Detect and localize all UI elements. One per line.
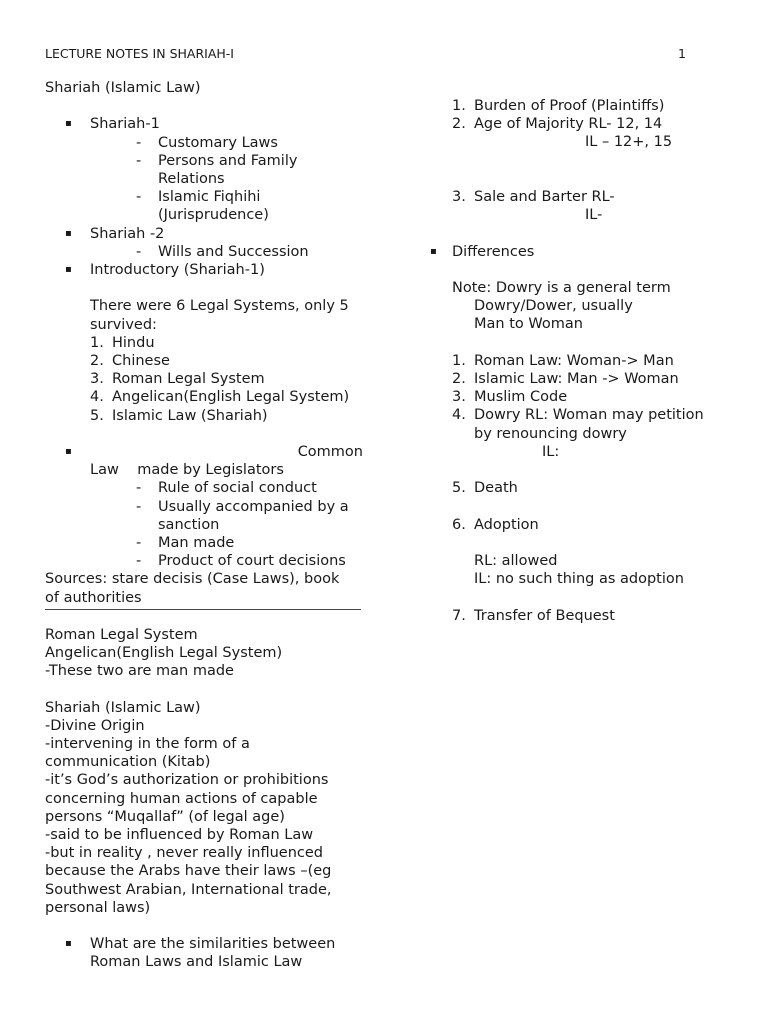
item-number: 3.	[452, 188, 466, 205]
paragraph-line: -These two are man made	[45, 663, 234, 680]
paragraph-line: Roman Laws and Islamic Law	[90, 954, 303, 971]
item-number: 7.	[452, 607, 466, 624]
paragraph-line: Sources: stare decisis (Case Laws), book	[45, 571, 340, 588]
section-heading: Shariah (Islamic Law)	[45, 80, 201, 96]
indented-line: IL-	[585, 207, 603, 224]
item-number: 3.	[452, 389, 466, 406]
dash-label: Rule of social conduct	[158, 480, 317, 497]
dash-label: Man made	[158, 535, 235, 552]
dash-item	[45, 479, 363, 497]
paragraph-line: -said to be influenced by Roman Law	[45, 827, 314, 844]
dash-marker: -	[136, 243, 142, 260]
indented-line: IL: no such thing as adoption	[474, 571, 684, 588]
dash-item	[45, 534, 363, 552]
item-number: 4.	[90, 389, 104, 406]
page-number: 1	[678, 46, 686, 61]
numbered-item	[45, 370, 363, 388]
numbered-item	[452, 516, 752, 534]
paragraph-line: concerning human actions of capable	[45, 790, 318, 807]
bullet-shariah1	[45, 115, 363, 133]
numbered-item	[45, 407, 363, 425]
bullet-label: Shariah-1	[90, 116, 160, 133]
item-label: Transfer of Bequest	[474, 607, 615, 624]
dash-marker: -	[136, 134, 142, 151]
dash-marker: -	[136, 535, 142, 552]
numbered-item	[45, 334, 363, 352]
numbered-item	[452, 479, 752, 497]
item-label: Muslim Code	[474, 389, 568, 406]
numbered-item	[452, 188, 752, 206]
paragraph-line: because the Arabs have their laws –(eg	[45, 863, 332, 880]
bullet-label: Introductory (Shariah-1)	[90, 262, 265, 279]
dash-item-cont: (Jurisprudence)	[158, 207, 269, 224]
indented-line: IL:	[542, 443, 560, 460]
paragraph-line: -but in reality , never really influenced	[45, 845, 323, 862]
dash-marker: -	[136, 480, 142, 497]
item-number: 3.	[90, 371, 104, 388]
indented-line: IL – 12+, 15	[585, 134, 673, 151]
note-line: Dowry/Dower, usually	[474, 298, 633, 315]
dash-marker: -	[136, 189, 142, 206]
item-number: 5.	[90, 407, 104, 424]
dash-item	[45, 152, 363, 170]
numbered-item	[452, 370, 752, 388]
numbered-item	[452, 97, 752, 115]
dash-item-cont: sanction	[158, 516, 220, 533]
bullet-icon: ▪	[65, 118, 72, 130]
bullet-icon: ▪	[65, 264, 72, 276]
left-column	[45, 79, 363, 972]
item-label: Burden of Proof (Plaintiffs)	[474, 98, 665, 114]
dash-item	[45, 243, 363, 261]
item-label: Adoption	[474, 516, 539, 533]
item-label: Roman Legal System	[112, 371, 265, 388]
item-number: 2.	[452, 116, 466, 133]
dash-label: Wills and Succession	[158, 243, 309, 260]
dash-label: Islamic Fiqhihi	[158, 189, 261, 206]
dash-marker: -	[136, 553, 142, 570]
section-heading: Shariah (Islamic Law)	[45, 699, 201, 716]
bullet-icon: ▪	[430, 245, 437, 257]
paragraph-line: communication (Kitab)	[45, 754, 211, 771]
paragraph-line: Roman Legal System	[45, 626, 198, 643]
numbered-item	[45, 388, 363, 406]
bullet-label: Differences	[452, 243, 535, 260]
bullet-icon: ▪	[65, 938, 72, 950]
paragraph-line: -intervening in the form of a	[45, 736, 250, 753]
header-title: LECTURE NOTES IN SHARIAH-I	[45, 46, 234, 61]
note-line: Note: Dowry is a general term	[452, 279, 671, 296]
numbered-item	[452, 607, 752, 625]
dash-marker: -	[136, 152, 142, 169]
numbered-item	[452, 352, 752, 370]
dash-label: Customary Laws	[158, 134, 278, 151]
dash-item	[45, 552, 363, 570]
paragraph-line: survived:	[90, 316, 157, 333]
item-label: Roman Law: Woman-> Man	[474, 352, 674, 369]
bullet-common-law	[45, 443, 363, 461]
item-label: Death	[474, 480, 518, 497]
numbered-item	[45, 352, 363, 370]
item-label: Islamic Law (Shariah)	[112, 407, 268, 424]
item-label: Dowry RL: Woman may petition	[474, 407, 704, 424]
right-column	[430, 97, 752, 625]
paragraph-line: Angelican(English Legal System)	[45, 645, 283, 662]
dash-label: Persons and Family	[158, 152, 298, 169]
divider	[45, 609, 361, 610]
item-number: 4.	[452, 407, 466, 424]
note-line: Man to Woman	[474, 316, 583, 333]
item-label: Sale and Barter RL-	[474, 188, 615, 205]
paragraph-line: Law made by Legislators	[90, 462, 284, 479]
indented-line: RL: allowed	[474, 552, 558, 569]
numbered-item	[452, 115, 752, 133]
item-label: Age of Majority RL- 12, 14	[474, 116, 663, 133]
bullet-similarities	[45, 935, 363, 953]
dash-item-cont: Relations	[158, 171, 225, 187]
numbered-item	[452, 388, 752, 406]
numbered-item	[452, 406, 752, 424]
bullet-differences	[430, 243, 752, 261]
item-label: Angelican(English Legal System)	[112, 389, 350, 406]
item-number: 2.	[90, 353, 104, 370]
paragraph-line: persons “Muqallaf” (of legal age)	[45, 808, 285, 825]
bullet-label: Shariah -2	[90, 225, 165, 242]
item-number: 1.	[452, 352, 466, 369]
item-label: Islamic Law: Man -> Woman	[474, 370, 679, 387]
item-number: 6.	[452, 516, 466, 533]
dash-label: Product of court decisions	[158, 553, 346, 570]
paragraph-line: of authorities	[45, 589, 142, 606]
item-number: 5.	[452, 480, 466, 497]
item-number: 1.	[90, 334, 104, 351]
bullet-icon: ▪	[65, 446, 72, 458]
paragraph-line: -Divine Origin	[45, 717, 145, 734]
item-label: Hindu	[112, 334, 155, 351]
item-label: Chinese	[112, 353, 170, 370]
bullet-intro	[45, 261, 363, 279]
paragraph-line: personal laws)	[45, 899, 151, 916]
bullet-icon: ▪	[65, 227, 72, 239]
paragraph-line: Southwest Arabian, International trade,	[45, 881, 332, 898]
bullet-label: Common	[297, 444, 363, 461]
item-number: 1.	[452, 98, 466, 114]
item-number: 2.	[452, 370, 466, 387]
paragraph-line: There were 6 Legal Systems, only 5	[90, 298, 349, 315]
dash-item	[45, 498, 363, 516]
dash-marker: -	[136, 498, 142, 515]
dash-item	[45, 134, 363, 152]
bullet-label: What are the similarities between	[90, 936, 336, 953]
dash-label: Usually accompanied by a	[158, 498, 349, 515]
dash-item	[45, 188, 363, 206]
paragraph-line: -it’s God’s authorization or prohibitions	[45, 772, 329, 789]
bullet-shariah2	[45, 225, 363, 243]
item-cont: by renouncing dowry	[474, 425, 627, 442]
